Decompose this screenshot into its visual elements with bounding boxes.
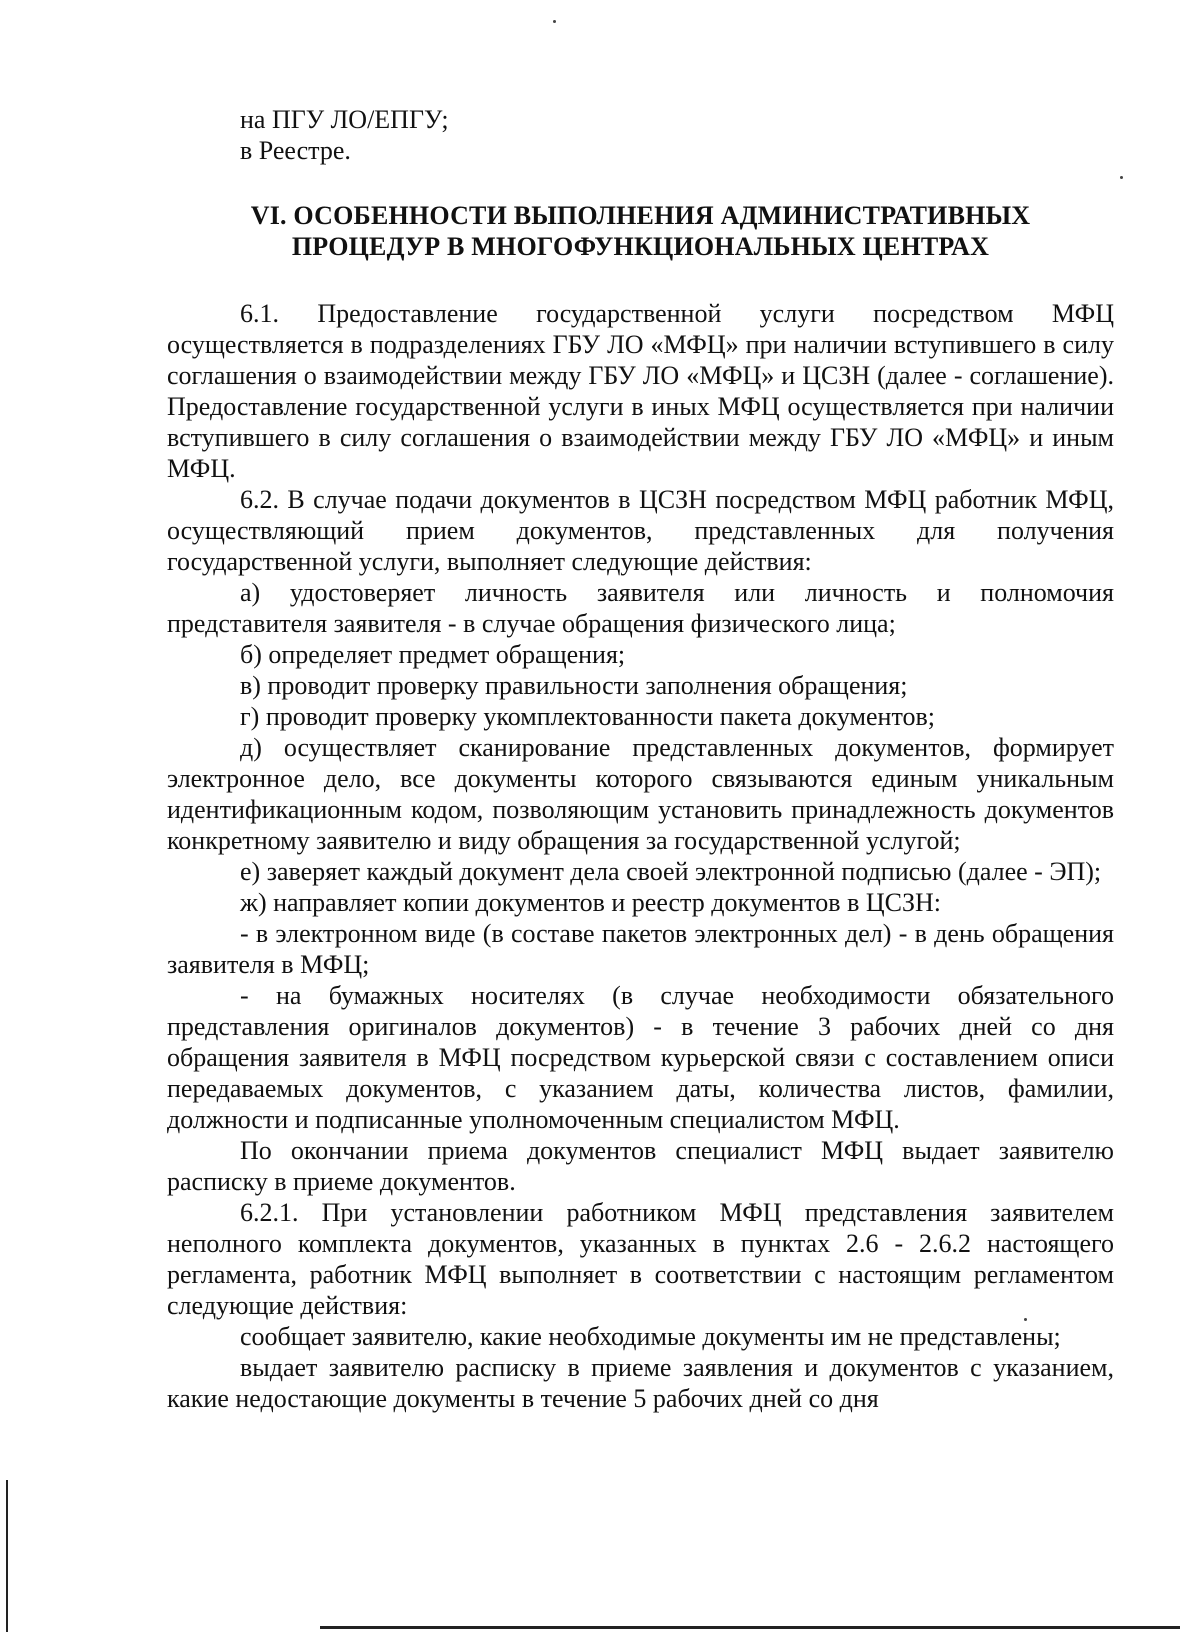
- paragraph: а) удостоверяет личность заявителя или личность и полномочия представителя заявителя - в случае обращения физического лица;: [167, 578, 1114, 638]
- paragraph: б) определяет предмет обращения;: [240, 640, 626, 669]
- paragraph: - на бумажных носителях (в случае необходимости обязательного представления оригиналов документов) - в течение 3 рабочих дней со дня обращения заявителя в МФЦ посредством курьерской связи с составлением описи передаваемых документов, с указанием даты, количества листов, фамилии, должности и подписанные уполномоченным специалистом МФЦ.: [167, 981, 1114, 1134]
- section-title: [167, 200, 1114, 262]
- list-line: в Реестре.: [240, 136, 351, 165]
- paragraph: в) проводит проверку правильности заполнения обращения;: [240, 671, 908, 700]
- section-title-line: ПРОЦЕДУР В МНОГОФУНКЦИОНАЛЬНЫХ ЦЕНТРАХ: [291, 232, 990, 261]
- paragraph: г) проводит проверку укомплектованности пакета документов;: [240, 702, 935, 731]
- paragraph: выдает заявителю расписку в приеме заявления и документов с указанием, какие недостающие документы в течение 5 рабочих дней со дня: [167, 1353, 1114, 1413]
- scan-bottom-edge: [320, 1626, 1180, 1629]
- paragraph: ж) направляет копии документов и реестр документов в ЦСЗН:: [240, 888, 941, 917]
- paragraph: - в электронном виде (в составе пакетов электронных дел) - в день обращения заявителя в МФЦ;: [167, 919, 1114, 979]
- scan-speck: [553, 20, 556, 23]
- paragraph: е) заверяет каждый документ дела своей электронной подписью (далее - ЭП);: [240, 857, 1102, 886]
- section-title-line: VI. ОСОБЕННОСТИ ВЫПОЛНЕНИЯ АДМИНИСТРАТИВНЫХ: [250, 201, 1031, 230]
- paragraph: 6.2.1. При установлении работником МФЦ представления заявителем неполного комплекта документов, указанных в пунктах 2.6 - 2.6.2 настоящего регламента, работник МФЦ выполняет в соответствии с настоящим регламентом следующие действия:: [167, 1198, 1114, 1320]
- scan-speck: [1120, 176, 1123, 179]
- paragraph: 6.1. Предоставление государственной услуги посредством МФЦ осуществляется в подразделениях ГБУ ЛО «МФЦ» при наличии вступившего в силу соглашения о взаимодействии между ГБУ ЛО «МФЦ» и ЦСЗН (далее - соглашение). Предоставление государственной услуги в иных МФЦ осуществляется при наличии вступившего в силу соглашения о взаимодействии между ГБУ ЛО «МФЦ» и иным МФЦ.: [167, 299, 1114, 483]
- paragraph: сообщает заявителю, какие необходимые документы им не представлены;: [240, 1322, 1061, 1351]
- document-body: [167, 104, 1114, 1414]
- scan-left-edge: [6, 1480, 8, 1632]
- paragraph: д) осуществляет сканирование представленных документов, формирует электронное дело, все документы которого связываются единым уникальным идентификационным кодом, позволяющим установить принадлежность документов конкретному заявителю и виду обращения за государственной услугой;: [167, 733, 1114, 855]
- list-line: на ПГУ ЛО/ЕПГУ;: [240, 105, 449, 134]
- paragraph: 6.2. В случае подачи документов в ЦСЗН посредством МФЦ работник МФЦ, осуществляющий прием документов, представленных для получения государственной услуги, выполняет следующие действия:: [167, 485, 1114, 576]
- paragraph: По окончании приема документов специалист МФЦ выдает заявителю расписку в приеме документов.: [167, 1136, 1114, 1196]
